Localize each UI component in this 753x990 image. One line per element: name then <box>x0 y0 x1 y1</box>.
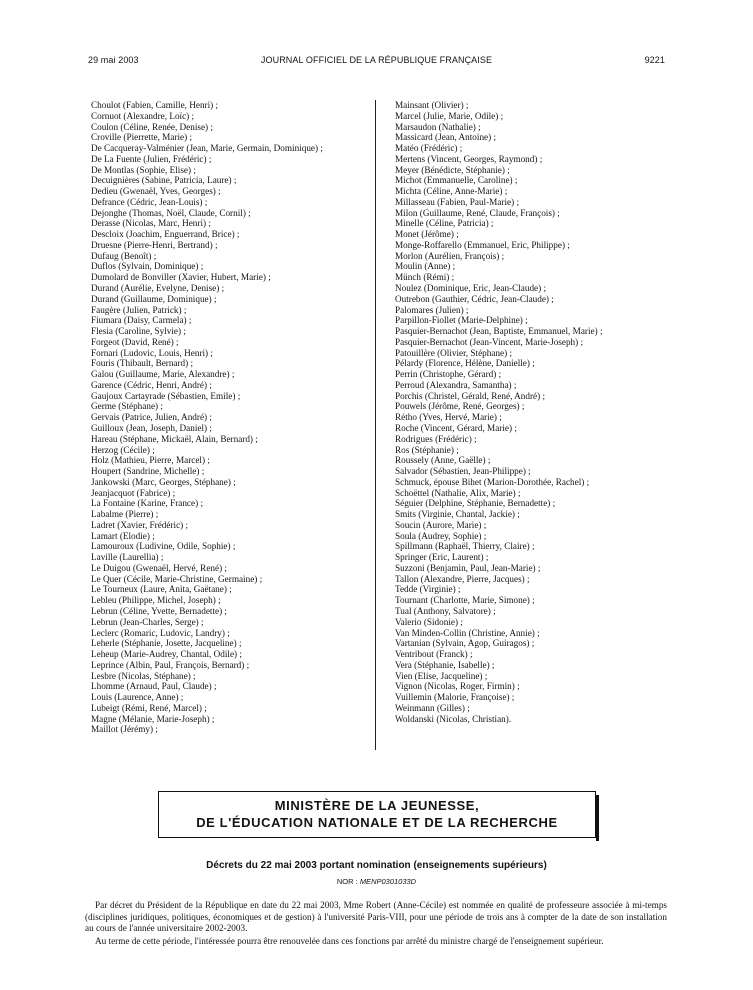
left-name-column <box>91 100 366 735</box>
name-entry: Flesia (Caroline, Sylvie) ; <box>91 326 186 337</box>
name-entry: Coulon (Céline, Renée, Denise) ; <box>91 121 213 132</box>
name-entry: Marsaudon (Nathalie) ; <box>395 121 481 132</box>
name-entry: Lubeigt (Rémi, René, Marcel) ; <box>91 702 207 713</box>
name-entry: Moulin (Anne) ; <box>395 261 456 272</box>
name-entry: Monge-Roffarello (Emmanuel, Eric, Philippe) ; <box>395 239 570 250</box>
name-entry: Massicard (Jean, Antoine) ; <box>395 132 497 143</box>
name-entry: Decuignières (Sabine, Patricia, Laure) ; <box>91 175 237 186</box>
name-entry: Maillot (Jérémy) ; <box>91 724 158 735</box>
name-entry: Cornuot (Alexandre, Loïc) ; <box>91 110 195 121</box>
ministry-heading-box <box>158 791 596 838</box>
nor-label: NOR : <box>336 877 358 886</box>
name-entry: Gervais (Patrice, Julien, André) ; <box>91 412 212 423</box>
name-entry: Ventribout (Franck) ; <box>395 649 473 660</box>
name-entry: Meyer (Bénédicte, Stéphanie) ; <box>395 164 510 175</box>
name-entry: Leclerc (Romaric, Ludovic, Landry) ; <box>91 627 230 638</box>
ministry-line-2: DE L'ÉDUCATION NATIONALE ET DE LA RECHERCHE <box>196 815 558 830</box>
name-entry: Schmuck, épouse Bihet (Marion-Dorothée, Rachel) ; <box>395 476 590 487</box>
name-entry: Marcel (Julie, Marie, Odile) ; <box>395 110 504 121</box>
name-entry: La Fontaine (Karine, France) ; <box>91 498 203 509</box>
decree-paragraph-1: Par décret du Président de la République en date du 22 mai 2003, Mme Robert (Anne-Cécile) est nommée en qualité de professeure associée à mi-temps (disciplines juridiques, politiques, économiques et de gestion) à l'université Paris-VIII, pour une période de trois ans à compter de la date de son installation au cours de l'année universitaire 2002-2003. <box>85 900 667 933</box>
name-entry: Guilloux (Jean, Joseph, Daniel) ; <box>91 422 212 433</box>
name-entry: Monet (Jérôme) ; <box>395 229 459 240</box>
name-entry: Durand (Aurélie, Evelyne, Denise) ; <box>91 283 225 294</box>
name-entry: Houpert (Sandrine, Michelle) ; <box>91 466 205 477</box>
name-entry: Michot (Emmanuelle, Caroline) ; <box>395 175 518 186</box>
name-entry: Porchis (Christel, Gérald, René, André) ; <box>395 390 546 401</box>
name-entry: Münch (Rémi) ; <box>395 272 455 283</box>
name-entry: Tournant (Charlotte, Marie, Simone) ; <box>395 595 535 606</box>
name-entry: Tual (Anthony, Salvatore) ; <box>395 605 496 616</box>
name-entry: Mertens (Vincent, Georges, Raymond) ; <box>395 153 543 164</box>
name-entry: Vartanian (Sylvain, Agop, Guiragos) ; <box>395 638 535 649</box>
name-entry: Dufaug (Benoît) ; <box>91 250 157 261</box>
name-entry: Roussely (Anne, Gaëlle) ; <box>395 455 491 466</box>
name-entry: De Montlas (Sophie, Elise) ; <box>91 164 196 175</box>
name-entry: Forgeot (David, René) ; <box>91 336 179 347</box>
name-entry: Van Minden-Collin (Christine, Annie) ; <box>395 627 540 638</box>
right-name-column <box>395 100 670 724</box>
name-entry: Lebleu (Philippe, Michel, Joseph) ; <box>91 595 221 606</box>
name-entry: Croville (Pierrette, Marie) ; <box>91 132 193 143</box>
header-page-number: 9221 <box>644 55 665 65</box>
name-entry: Schoëttel (Nathalie, Alix, Marie) ; <box>395 487 521 498</box>
name-entry: Matéo (Frédéric) ; <box>395 143 463 154</box>
name-entry: Ros (Stéphanie) ; <box>395 444 459 455</box>
name-entry: Perroud (Alexandra, Samantha) ; <box>395 379 517 390</box>
header-journal-title: JOURNAL OFFICIEL DE LA RÉPUBLIQUE FRANÇAISE <box>260 55 493 65</box>
name-entry: Gaujoux Cartayrade (Sébastien, Emile) ; <box>91 390 241 401</box>
name-entry: Pasquier-Bernachot (Jean, Baptiste, Emmanuel, Marie) ; <box>395 326 603 337</box>
name-entry: Lamouroux (Ludivine, Odile, Sophie) ; <box>91 541 236 552</box>
name-entry: Druesne (Pierre-Henri, Bertrand) ; <box>91 239 218 250</box>
name-entry: Springer (Eric, Laurent) ; <box>395 552 489 563</box>
name-entry: Lebrun (Céline, Yvette, Bernadette) ; <box>91 605 227 616</box>
name-entry: Smits (Virginie, Chantal, Jackie) ; <box>395 509 520 520</box>
name-entry: Garence (Cédric, Henri, André) ; <box>91 379 212 390</box>
name-entry: Laville (Laurellia) ; <box>91 552 164 563</box>
name-entry: Lhomme (Arnaud, Paul, Claude) ; <box>91 681 217 692</box>
name-entry: De Cacqueray-Valménier (Jean, Marie, Germain, Dominique) ; <box>91 143 323 154</box>
name-entry: Pouwels (Jérôme, René, Georges) ; <box>395 401 525 412</box>
name-entry: Pélardy (Florence, Hélène, Danielle) ; <box>395 358 535 369</box>
name-entry: De La Fuente (Julien, Frédéric) ; <box>91 153 212 164</box>
name-entry: Vuillemin (Malorie, Françoise) ; <box>395 692 515 703</box>
name-entry: Louis (Laurence, Anne) ; <box>91 692 184 703</box>
name-entry: Rodrigues (Frédéric) ; <box>395 433 477 444</box>
name-entry: Dejonghe (Thomas, Noël, Claude, Cornil) ; <box>91 207 251 218</box>
name-entry: Derasse (Nicolas, Marc, Henri) ; <box>91 218 211 229</box>
name-entry: Morlon (Aurélien, François) ; <box>395 250 505 261</box>
name-entry: Ladret (Xavier, Frédéric) ; <box>91 519 189 530</box>
name-entry: Hareau (Stéphane, Mickaël, Alain, Bernard) ; <box>91 433 258 444</box>
name-entry: Soula (Audrey, Sophie) ; <box>395 530 487 541</box>
decree-title: Décrets du 22 mai 2003 portant nomination (enseignements supérieurs) <box>206 860 547 871</box>
name-entry: Leprince (Albin, Paul, François, Bernard) ; <box>91 659 250 670</box>
name-entry: Durand (Guillaume, Dominique) ; <box>91 293 217 304</box>
name-entry: Vera (Stéphanie, Isabelle) ; <box>395 659 495 670</box>
name-entry: Lebrun (Jean-Charles, Serge) ; <box>91 616 204 627</box>
name-entry: Roche (Vincent, Gérard, Marie) ; <box>395 422 517 433</box>
name-entry: Fornari (Ludovic, Louis, Henri) ; <box>91 347 213 358</box>
name-entry: Pasquier-Bernachot (Jean-Vincent, Marie-Joseph) ; <box>395 336 584 347</box>
name-entry: Herzog (Cécile) ; <box>91 444 155 455</box>
name-entry: Woldanski (Nicolas, Christian). <box>395 713 512 724</box>
name-entry: Le Quer (Cécile, Marie-Christine, Germaine) ; <box>91 573 263 584</box>
name-entry: Weinmann (Gilles) ; <box>395 702 470 713</box>
name-entry: Spillmann (Raphaël, Thierry, Claire) ; <box>395 541 535 552</box>
name-entry: Descloix (Joachim, Enguerrand, Brice) ; <box>91 229 240 240</box>
name-entry: Leherle (Stéphanie, Josette, Jacqueline) ; <box>91 638 242 649</box>
name-entry: Soucin (Aurore, Marie) ; <box>395 519 487 530</box>
name-entry: Fiumara (Daisy, Carmela) ; <box>91 315 192 326</box>
name-entry: Choulot (Fabien, Camille, Henri) ; <box>91 100 219 110</box>
name-entry: Parpillon-Fiollet (Marie-Delphine) ; <box>395 315 528 326</box>
page-header <box>88 55 665 69</box>
name-entry: Fouris (Thibault, Bernard) ; <box>91 358 194 369</box>
nor-reference <box>100 877 653 886</box>
name-entry: Le Duigou (Gwenaël, Hervé, René) ; <box>91 562 227 573</box>
name-entry: Outrebon (Gauthier, Cédric, Jean-Claude) ; <box>395 293 554 304</box>
name-entry: Faugère (Julien, Patrick) ; <box>91 304 187 315</box>
name-entry: Galou (Guillaume, Marie, Alexandre) ; <box>91 369 235 380</box>
name-entry: Germe (Stéphane) ; <box>91 401 163 412</box>
name-entry: Valerio (Sidonie) ; <box>395 616 463 627</box>
name-entry: Patouillère (Olivier, Stéphane) ; <box>395 347 512 358</box>
name-entry: Magne (Mélanie, Marie-Joseph) ; <box>91 713 215 724</box>
column-divider <box>375 100 376 750</box>
box-shadow <box>596 795 599 841</box>
name-entry: Jeanjacquot (Fabrice) ; <box>91 487 176 498</box>
name-entry: Salvador (Sébastien, Jean-Philippe) ; <box>395 466 531 477</box>
name-entry: Defrance (Cédric, Jean-Louis) ; <box>91 196 208 207</box>
name-entry: Le Tourneux (Laure, Anita, Gaëtane) ; <box>91 584 232 595</box>
name-entry: Leheup (Marie-Audrey, Chantal, Odile) ; <box>91 649 242 660</box>
name-entry: Palomares (Julien) ; <box>395 304 469 315</box>
name-entry: Suzzoni (Benjamin, Paul, Jean-Marie) ; <box>395 562 541 573</box>
ministry-line-1: MINISTÈRE DE LA JEUNESSE, <box>274 798 480 813</box>
name-entry: Rétho (Yves, Hervé, Marie) ; <box>395 412 502 423</box>
name-entry: Millasseau (Fabien, Paul-Marie) ; <box>395 196 519 207</box>
name-entry: Michta (Céline, Anne-Marie) ; <box>395 186 508 197</box>
name-entry: Vien (Elise, Jacqueline) ; <box>395 670 488 681</box>
name-entry: Duflos (Sylvain, Dominique) ; <box>91 261 204 272</box>
name-entry: Dumolard de Bonviller (Xavier, Hubert, Marie) ; <box>91 272 271 283</box>
name-entry: Tallon (Alexandre, Pierre, Jacques) ; <box>395 573 530 584</box>
name-entry: Mainsant (Olivier) ; <box>395 100 469 110</box>
name-entry: Séguier (Delphine, Stéphanie, Bernadette) ; <box>395 498 556 509</box>
name-entry: Noulez (Dominique, Eric, Jean-Claude) ; <box>395 283 547 294</box>
name-entry: Minelle (Céline, Patricia) ; <box>395 218 494 229</box>
name-entry: Milon (Guillaume, René, Claude, François) ; <box>395 207 560 218</box>
name-entry: Dedieu (Gwenaël, Yves, Georges) ; <box>91 186 221 197</box>
name-entry: Jankowski (Marc, Georges, Stéphane) ; <box>91 476 236 487</box>
name-entry: Tedde (Virginie) ; <box>395 584 461 595</box>
name-entry: Labalme (Pierre) ; <box>91 509 159 520</box>
name-entry: Holz (Mathieu, Pierre, Marcel) ; <box>91 455 210 466</box>
header-date: 29 mai 2003 <box>88 55 139 65</box>
name-entry: Vignon (Nicolas, Roger, Firmin) ; <box>395 681 520 692</box>
nor-code: MENP0301033D <box>359 877 417 886</box>
decree-paragraph-2: Au terme de cette période, l'intéressée pourra être renouvelée dans ces fonctions par arrêté du ministre chargé de l'enseignement supérieur. <box>95 936 604 946</box>
name-entry: Perrin (Christophe, Gérard) ; <box>395 369 502 380</box>
name-entry: Lesbre (Nicolas, Stéphane) ; <box>91 670 196 681</box>
name-entry: Lamart (Elodie) ; <box>91 530 155 541</box>
